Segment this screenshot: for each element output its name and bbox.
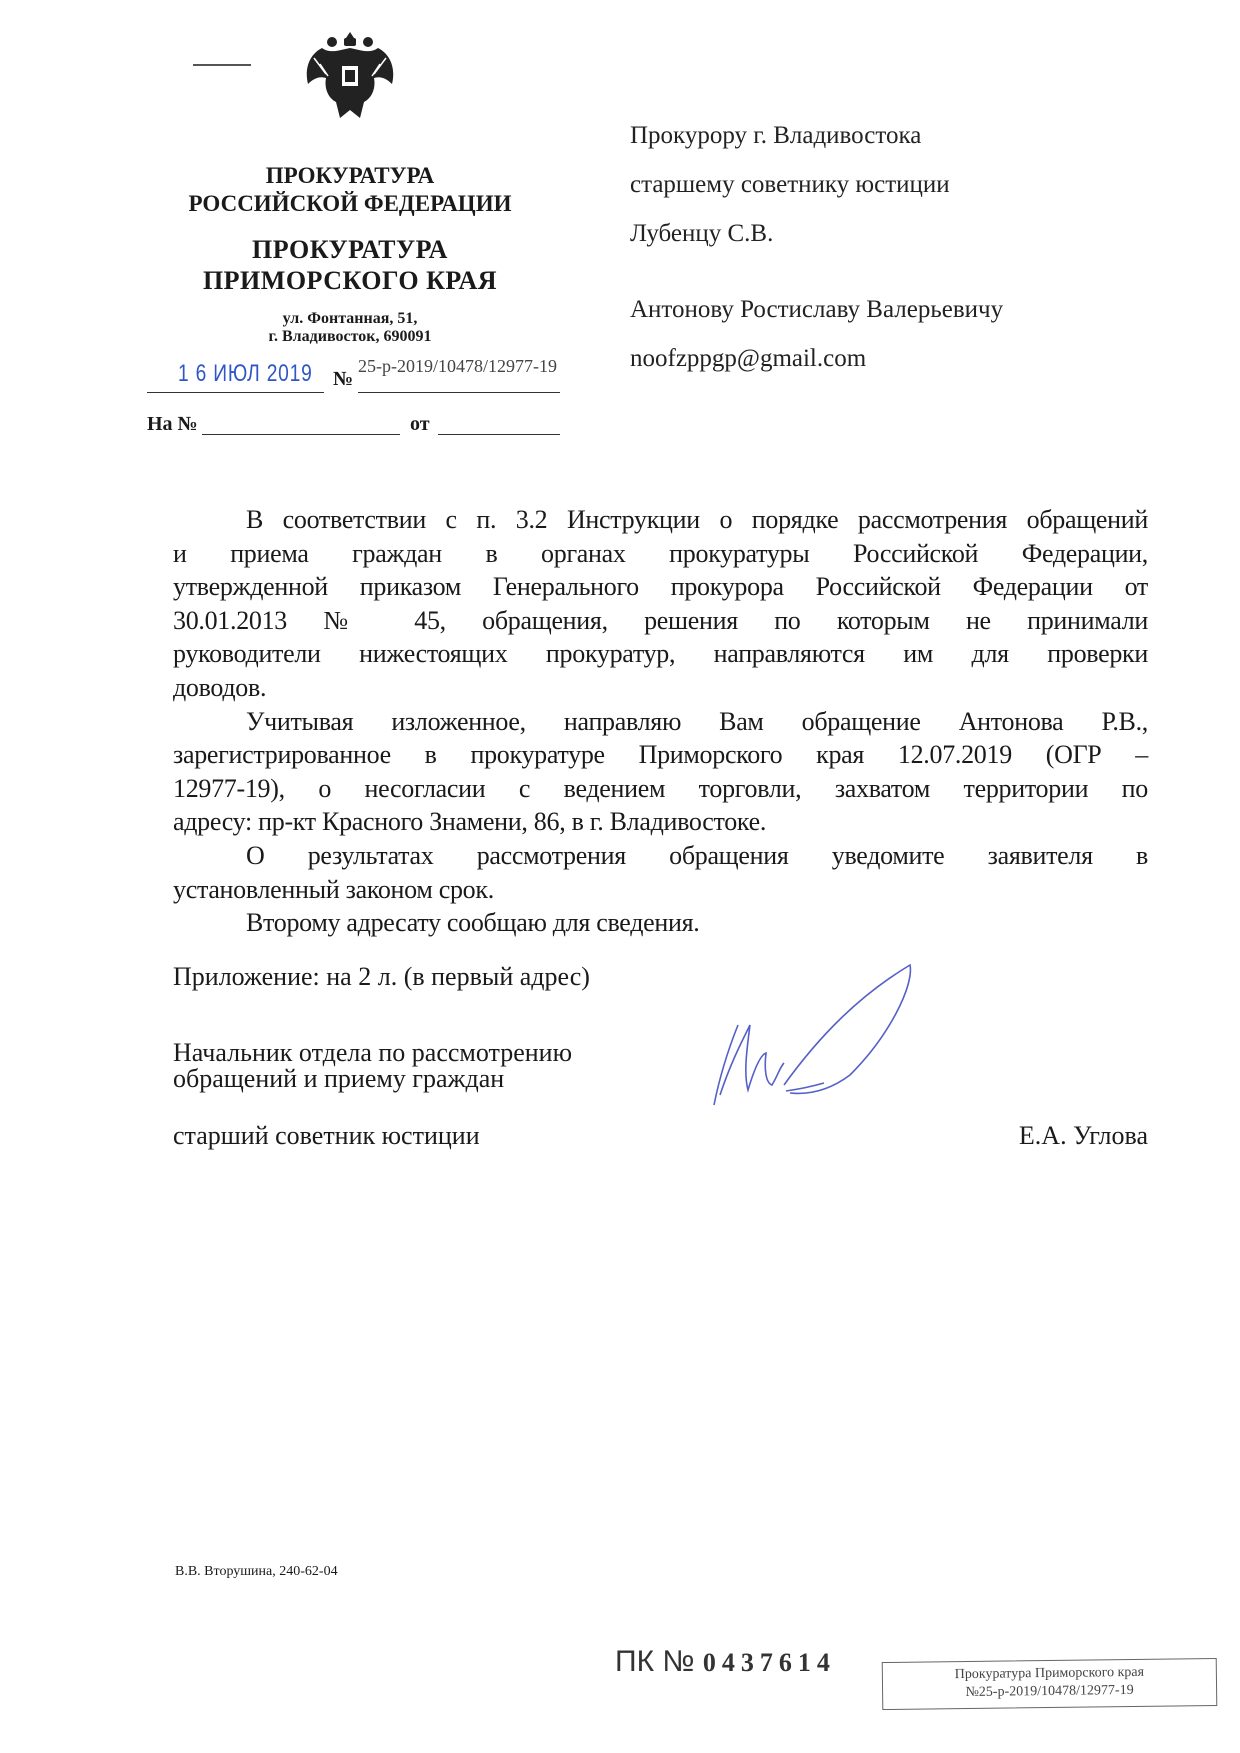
body-line: установленный законом срок. [173, 874, 494, 904]
address-line1: ул. Фонтанная, 51, [282, 310, 418, 327]
body-line: руководители нижестоящих прокуратур, направляются им для проверки [173, 639, 1148, 669]
ref-date-underline [438, 434, 560, 435]
recipient-line: Лубенцу С.В. [630, 220, 774, 247]
body-line: зарегистрированное в прокуратуре Приморского края 12.07.2019 (ОГР – [173, 740, 1148, 770]
signature-icon [700, 955, 920, 1115]
margin-mark [193, 64, 251, 66]
recipient-line: Прокурору г. Владивостока [630, 122, 922, 149]
org-address [170, 310, 530, 346]
stamp-line1: Прокуратура Приморского края [954, 1664, 1145, 1683]
recipient-line: Антонову Ростиславу Валерьевичу [630, 296, 1004, 323]
body-line: утвержденной приказом Генерального прокурора Российской Федерации от [173, 572, 1148, 602]
serial-label: ПК № [615, 1645, 695, 1678]
signatory-rank: старший советник юстиции [173, 1121, 480, 1150]
number-underline [358, 392, 560, 393]
executor-info: В.В. Вторушина, 240-62-04 [175, 1564, 338, 1579]
body-line: адресу: пр-кт Красного Знамени, 86, в г. Владивостоке. [173, 807, 767, 837]
org-name-line2: РОССИЙСКОЙ ФЕДЕРАЦИИ [188, 191, 512, 216]
recipient-email: noofzppgp@gmail.com [630, 345, 867, 372]
serial-value: 0437614 [702, 1648, 836, 1677]
dept-name [170, 234, 530, 296]
org-name [170, 162, 530, 218]
dept-name-line2: ПРИМОРСКОГО КРАЯ [202, 266, 498, 295]
body-line: О результатах рассмотрения обращения уведомите заявителя в [246, 840, 1148, 870]
position-line2: обращений и приему граждан [173, 1064, 505, 1093]
registration-stamp [882, 1658, 1218, 1710]
body-line: доводов. [173, 672, 267, 702]
ref-number-label: На № [147, 413, 198, 435]
letter-body [173, 503, 1148, 940]
ref-date-label: от [410, 413, 430, 435]
coat-of-arms-icon [300, 28, 400, 124]
serial-number [615, 1645, 836, 1679]
body-line: В соответствии с п. 3.2 Инструкции о порядке рассмотрения обращений [246, 505, 1148, 534]
body-line: и приема граждан в органах прокуратуры Российской Федерации, [173, 538, 1148, 568]
signatory-name: Е.А. Углова [1018, 1121, 1148, 1150]
org-name-line1: ПРОКУРАТУРА [265, 163, 435, 188]
outgoing-number: 25-р-2019/10478/12977-19 [358, 356, 557, 376]
address-line2: г. Владивосток, 690091 [268, 328, 432, 345]
body-line: Учитывая изложенное, направляю Вам обращение Антонова Р.В., [246, 706, 1148, 736]
recipient-line: старшему советнику юстиции [630, 171, 950, 198]
body-line: 12977-19), о несогласии с ведением торговли, захватом территории по [173, 773, 1148, 803]
ref-number-underline [202, 434, 400, 435]
body-line: 30.01.2013 № 45, обращения, решения по которым не принимали [173, 605, 1148, 635]
attachment-note: Приложение: на 2 л. (в первый адрес) [173, 962, 590, 991]
date-underline [147, 392, 324, 393]
dept-name-line1: ПРОКУРАТУРА [252, 235, 448, 264]
number-label: № [333, 368, 354, 390]
body-line: Второму адресату сообщаю для сведения. [246, 908, 700, 938]
stamp-line2: №25-р-2019/10478/12977-19 [965, 1682, 1134, 1701]
position-line1: Начальник отдела по рассмотрению [173, 1038, 572, 1067]
date-stamp: 1 6 ИЮЛ 2019 [178, 360, 313, 387]
signatory-position [173, 1040, 572, 1092]
